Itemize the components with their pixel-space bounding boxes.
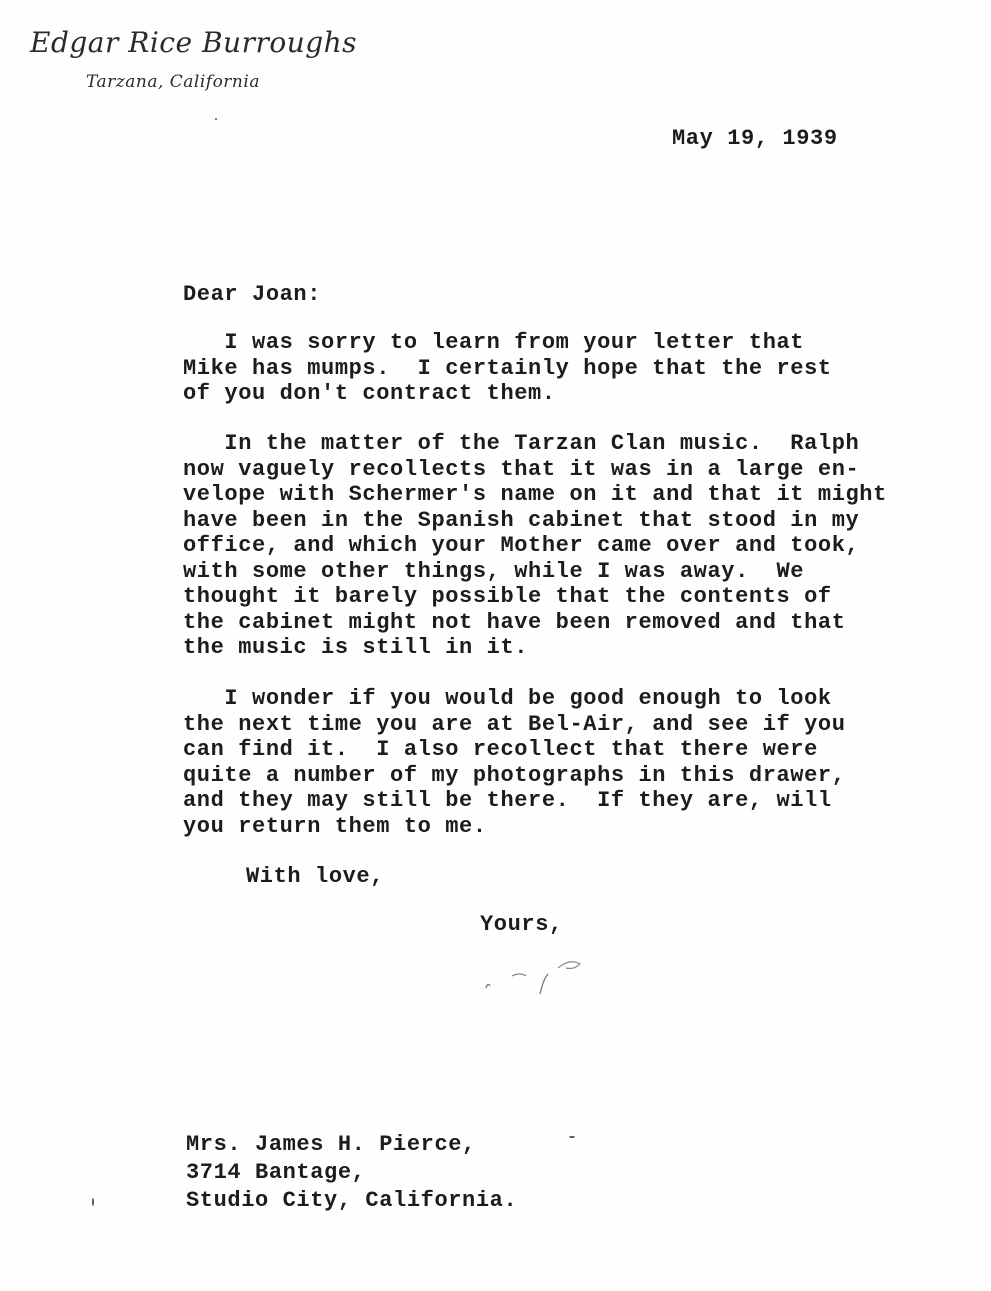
paragraph-line: and they may still be there. If they are, will [183, 788, 832, 813]
paragraph-line: Mike has mumps. I certainly hope that the rest [183, 355, 832, 381]
paragraph-line: the music is still in it. [183, 635, 529, 660]
paragraph-line: the next time you are at Bel-Air, and see if you [183, 711, 846, 737]
letter-date: May 19, 1939 [672, 126, 838, 151]
paragraph-line: office, and which your Mother came over and took, [183, 533, 860, 558]
paragraph-line: can find it. I also recollect that there were [183, 737, 818, 762]
paragraph-line: the cabinet might not have been removed and that [183, 609, 846, 635]
ink-speck [215, 118, 217, 120]
letterhead-place: Tarzana, California [86, 72, 260, 92]
signoff: Yours, [480, 912, 563, 937]
paragraph-line: In the matter of the Tarzan Clan music. Ralph [183, 431, 860, 456]
closing: With love, [246, 864, 385, 889]
address-line: Mrs. James H. Pierce, [186, 1132, 476, 1157]
paragraph-2 [183, 431, 887, 661]
letterhead-name: Edgar Rice Burroughs [30, 26, 358, 59]
paragraph-line: have been in the Spanish cabinet that stood in my [183, 507, 860, 533]
ink-speck [92, 1198, 94, 1206]
recipient-address [186, 1131, 517, 1215]
paragraph-line: I wonder if you would be good enough to look [183, 686, 832, 711]
signature-mark [478, 950, 598, 1000]
paragraph-line: with some other things, while I was away. We [183, 558, 805, 584]
address-line: Studio City, California. [186, 1188, 518, 1213]
paragraph-line: I was sorry to learn from your letter that [183, 330, 805, 355]
paragraph-line: thought it barely possible that the contents of [183, 584, 832, 609]
salutation: Dear Joan: [183, 282, 322, 307]
paragraph-line: velope with Schermer's name on it and that it might [183, 482, 887, 507]
paragraph-line: of you don't contract them. [183, 381, 556, 406]
ink-speck [569, 1136, 575, 1138]
paragraph-1 [183, 330, 832, 407]
paragraph-3 [183, 686, 846, 839]
address-line: 3714 Bantage, [186, 1160, 366, 1185]
paragraph-line: quite a number of my photographs in this drawer, [183, 762, 846, 788]
paragraph-line: now vaguely recollects that it was in a large en- [183, 456, 860, 482]
paragraph-line: you return them to me. [183, 813, 487, 839]
